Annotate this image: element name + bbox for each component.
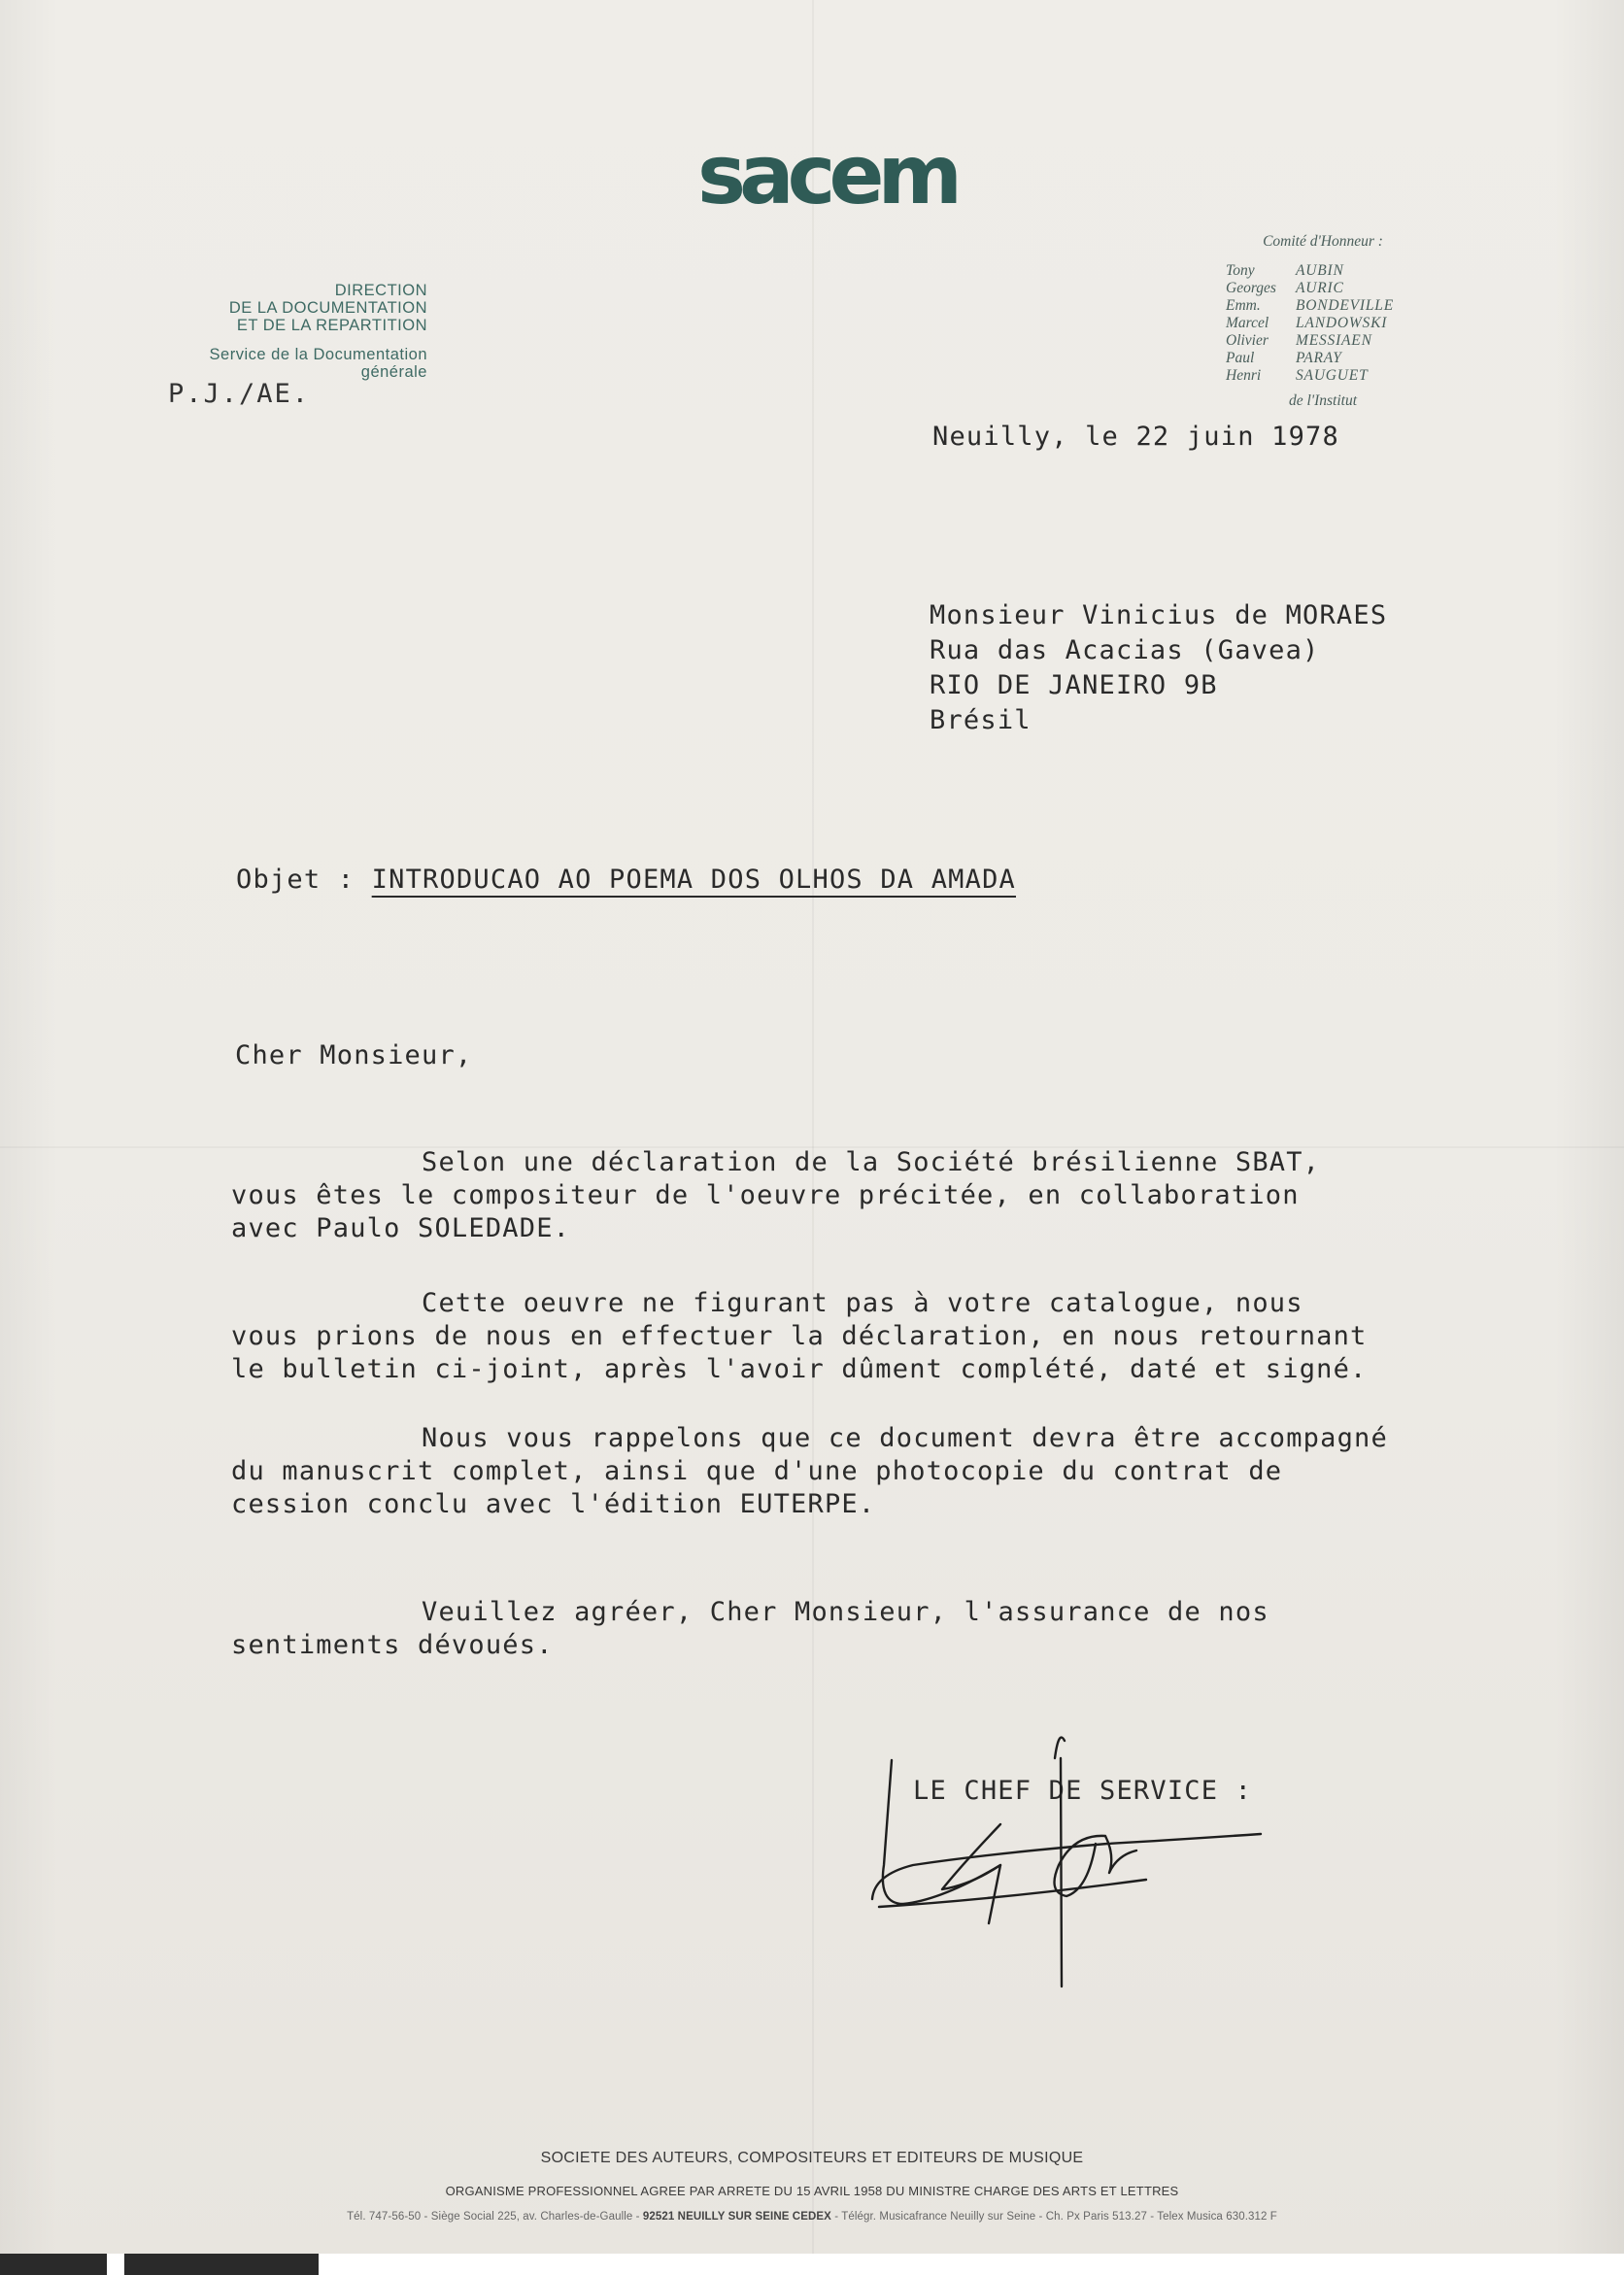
footer-contact-text: - Télégr. Musicafrance Neuilly sur Seine - Ch. Px Paris 513.27 - Telex Musica 630.312 F — [830, 2211, 1277, 2223]
member-first-name: Olivier — [1226, 332, 1269, 349]
committee-member — [1226, 262, 1420, 280]
body-paragraph — [231, 1146, 1513, 1245]
paragraph-line: vous êtes le compositeur de l'oeuvre précitée, en collaboration — [231, 1180, 1300, 1210]
member-last-name: SAUGUET — [1296, 367, 1369, 384]
letter-date: Neuilly, le 22 juin 1978 — [932, 422, 1339, 452]
paragraph-line: le bulletin ci-joint, après l'avoir dûment complété, daté et signé. — [231, 1354, 1368, 1384]
footer-contact — [0, 2211, 1624, 2223]
paragraph-line — [231, 1422, 1513, 1455]
footer-accreditation: ORGANISME PROFESSIONNEL AGREE PAR ARRETE DU 15 AVRIL 1958 DU MINISTRE CHARGE DES ARTS ET LETTRES — [445, 2184, 1179, 2198]
member-last-name: PARAY — [1296, 350, 1342, 366]
member-last-name: MESSIAEN — [1296, 332, 1372, 349]
paragraph-line: vous prions de nous en effectuer la déclaration, en nous retournant — [231, 1321, 1368, 1351]
committee-member — [1226, 350, 1420, 367]
member-last-name: LANDOWSKI — [1296, 315, 1388, 331]
department-line: DE LA DOCUMENTATION — [228, 299, 427, 317]
address-line: RIO DE JANEIRO 9B — [930, 670, 1218, 700]
paragraph-line — [231, 1146, 1513, 1179]
department-block — [210, 282, 427, 381]
member-first-name: Henri — [1226, 367, 1262, 384]
committee-title: Comité d'Honneur : — [1263, 233, 1383, 250]
member-last-name: AUBIN — [1296, 262, 1344, 279]
member-first-name: Georges — [1226, 280, 1276, 296]
address-line: Brésil — [930, 705, 1032, 735]
paragraph-text: Nous vous rappelons que ce document devra être accompagné — [422, 1423, 1388, 1453]
paragraph-line — [231, 1596, 1513, 1629]
footer-address-bold: 92521 NEUILLY SUR SEINE CEDEX — [642, 2211, 831, 2223]
paper-fold-vertical — [812, 0, 814, 2275]
department-line: ET DE LA REPARTITION — [236, 317, 427, 334]
member-last-name: AURIC — [1296, 280, 1344, 296]
handwritten-signature — [855, 1719, 1282, 2011]
member-first-name: Emm. — [1226, 297, 1261, 314]
committee-member — [1226, 332, 1420, 350]
paragraph-text: Cette oeuvre ne figurant pas à votre catalogue, nous — [422, 1288, 1303, 1318]
paragraph-line: sentiments dévoués. — [231, 1630, 554, 1660]
member-first-name: Paul — [1226, 350, 1255, 366]
member-first-name: Marcel — [1226, 315, 1269, 331]
address-line: Rua das Acacias (Gavea) — [930, 635, 1320, 665]
member-first-name: Tony — [1226, 262, 1255, 279]
service-line: Service de la Documentation — [209, 346, 427, 363]
department-line: DIRECTION — [334, 282, 427, 299]
subject-title: INTRODUCAO AO POEMA DOS OLHOS DA AMADA — [371, 865, 1016, 895]
body-paragraph — [231, 1287, 1513, 1386]
member-last-name: BONDEVILLE — [1296, 297, 1394, 314]
paragraph-text: Veuillez agréer, Cher Monsieur, l'assurance de nos — [422, 1597, 1269, 1627]
scan-edge-mark — [124, 2254, 319, 2275]
subject-line — [236, 865, 1016, 895]
committee-member — [1226, 280, 1420, 297]
service-line: générale — [360, 363, 427, 381]
paragraph-line: avec Paulo SOLEDADE. — [231, 1213, 571, 1243]
address-line: Monsieur Vinicius de MORAES — [930, 600, 1388, 630]
paragraph-line — [231, 1287, 1513, 1320]
paragraph-line: cession conclu avec l'édition EUTERPE. — [231, 1489, 876, 1519]
sacem-logo: sacem — [697, 127, 956, 222]
recipient-address — [930, 598, 1387, 738]
scan-edge-mark — [0, 2254, 107, 2275]
footer-society-name: SOCIETE DES AUTEURS, COMPOSITEURS ET EDITEURS DE MUSIQUE — [540, 2150, 1084, 2166]
footer-contact-text: Tél. 747-56-50 - Siège Social 225, av. Charles-de-Gaulle - — [347, 2211, 643, 2223]
committee-member — [1226, 367, 1420, 385]
salutation: Cher Monsieur, — [235, 1040, 473, 1070]
paragraph-text: Selon une déclaration de la Société brésilienne SBAT, — [422, 1147, 1321, 1177]
honour-committee — [1226, 233, 1420, 410]
body-paragraph — [231, 1422, 1513, 1521]
committee-institute: de l'Institut — [1288, 392, 1358, 409]
reference-code: P.J./AE. — [168, 379, 311, 409]
closing-paragraph — [231, 1596, 1513, 1662]
subject-label: Objet : — [236, 865, 355, 895]
committee-member — [1226, 297, 1420, 315]
signatory-title: LE CHEF DE SERVICE : — [913, 1776, 1253, 1806]
committee-member — [1226, 315, 1420, 332]
paragraph-line: du manuscrit complet, ainsi que d'une photocopie du contrat de — [231, 1456, 1283, 1486]
